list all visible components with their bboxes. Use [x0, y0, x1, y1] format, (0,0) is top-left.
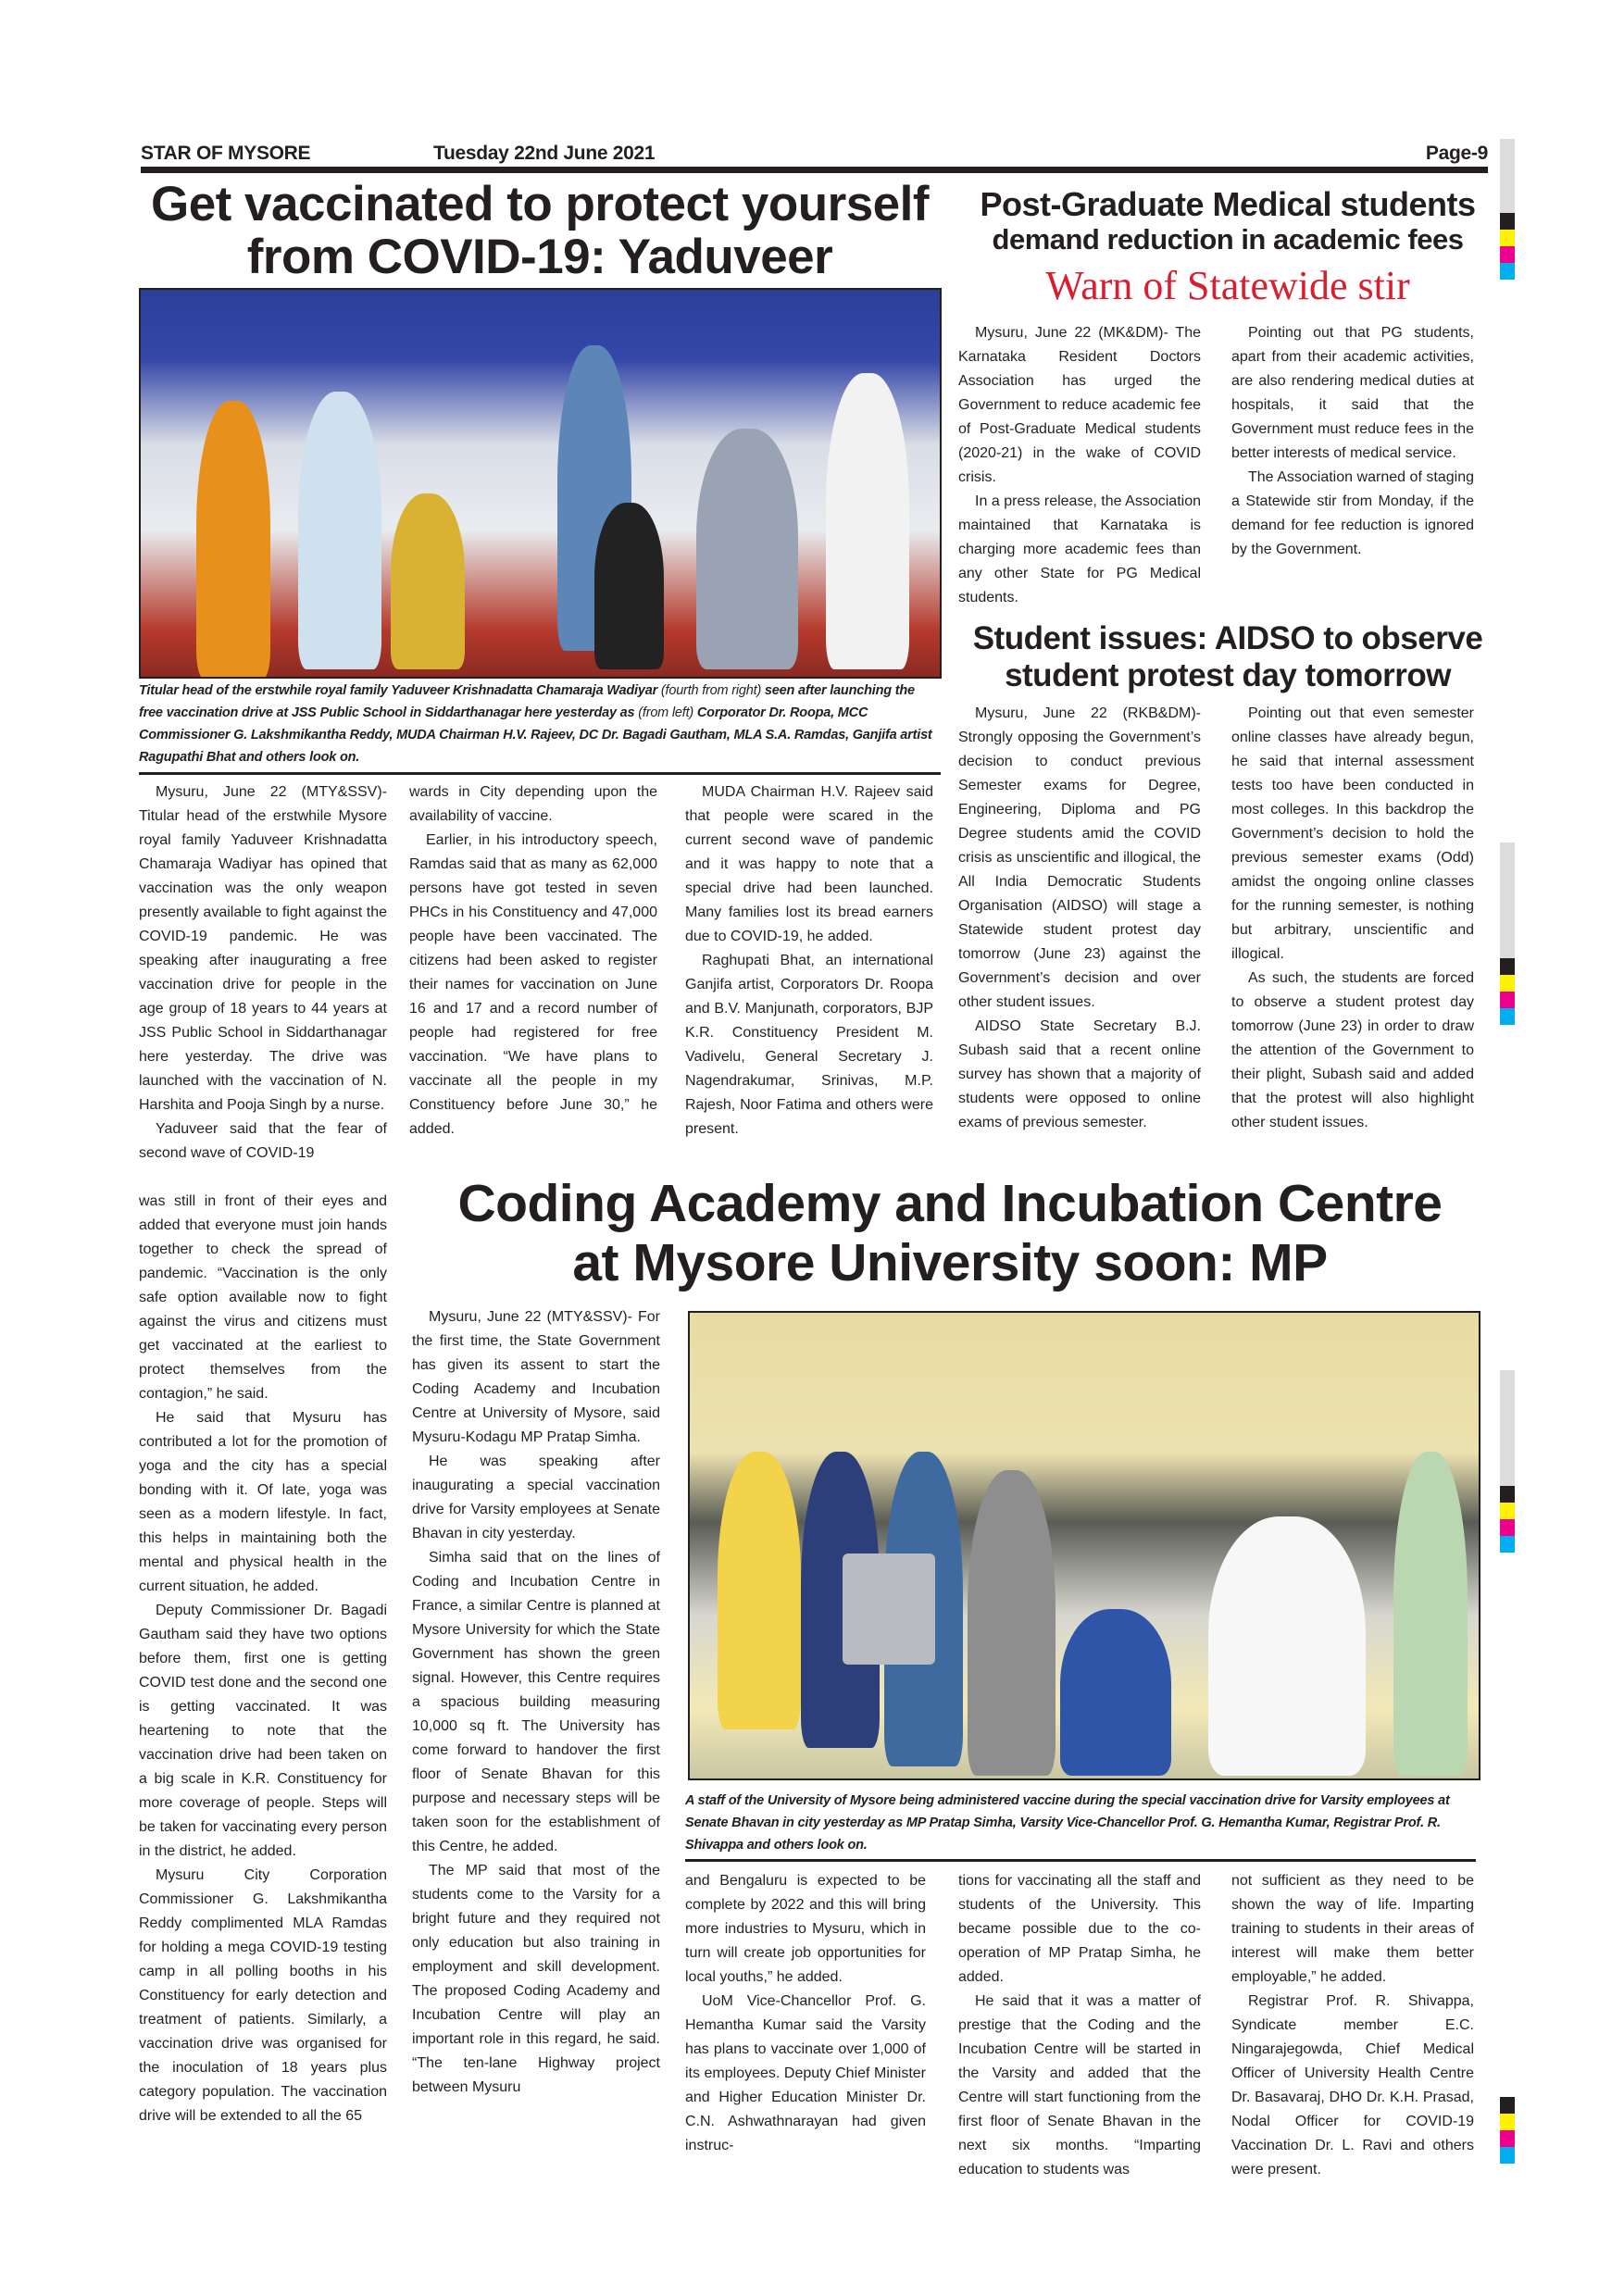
paragraph: He said that Mysuru has contributed a lot for the promotion of yoga and the city has a special bonding with it. Of late, yoga was seen as a modern lifestyle. In fact, this helps in maintaining both the mental and physical health in the current situation, he added.	[139, 1410, 387, 1594]
caption-text: Titular head of the erstwhile royal family Yaduveer Krishnadatta Chamaraja Wadiyar	[139, 683, 658, 698]
article-column	[1231, 702, 1474, 1135]
headline-line: at Mysore University soon: MP	[572, 1233, 1328, 1293]
paragraph: Mysuru, June 22 (MTY&SSV)- Titular head of the erstwhile Mysore royal family Yaduveer Krishnadatta Chamaraja Wadiyar has opined that vaccination was the only weapon presently available to fight against the COVID-19 pandemic. He was speaking after inaugurating a free vaccination drive for people in the age group of 18 years to 44 years at JSS Public School in Siddarthanagar here yesterday. The drive was launched with the vaccination of N. Harshita and Pooja Singh by a nurse.	[139, 784, 387, 1113]
paragraph: The MP said that most of the students come to the Varsity for a bright future and they required not only education but also training in employment and skill development. The proposed Coding Academy and Incubation Centre will play an important role in this regard, he said. “The ten-lane Highway project between Mysuru	[412, 1863, 660, 2095]
photo-caption-coding: A staff of the University of Mysore being administered vaccine during the special vaccination drive for Varsity employees at Senate Bhavan in city yesterday as MP Pratap Simha, Varsity Vice-Chancellor Prof. G. Hemantha Kumar, Registrar Prof. R. Shivappa and others look on.	[685, 1790, 1476, 1862]
article-column	[958, 321, 1201, 610]
article-column	[1231, 321, 1474, 562]
paragraph: In a press release, the Association maintained that Karnataka is charging more academic fees than any other State for PG Medical students.	[958, 493, 1201, 605]
article-column	[685, 1869, 926, 2158]
photo-vaccination-jss-school	[139, 288, 942, 679]
paragraph: Mysuru, June 22 (RKB&DM)- Strongly opposing the Government’s decision to conduct previous Semester exams for Degree, Engineering, Diploma and PG Degree students amid the COVID crisis as unscientific and illogical, the All India Democratic Students Organisation (AIDSO) will stage a Statewide student protest day tomorrow (June 23) against the Government’s decision and over other student issues.	[958, 705, 1201, 1010]
figure-person	[1393, 1452, 1468, 1776]
article-column	[412, 1305, 660, 2100]
paragraph: The Association warned of staging a Statewide stir from Monday, if the demand for fee reduction is ignored by the Government.	[1231, 469, 1474, 557]
figure-person	[826, 373, 909, 669]
photo-vaccination-senate-bhavan	[688, 1311, 1480, 1780]
headline-yaduveer	[137, 178, 943, 283]
article-column	[409, 780, 657, 1142]
figure-person	[1060, 1609, 1171, 1776]
headline-line: Post-Graduate Medical students	[980, 185, 1476, 223]
headline-line: demand reduction in academic fees	[992, 223, 1464, 256]
figure-person	[391, 493, 465, 669]
figure-person	[298, 392, 381, 669]
color-registration-mark	[1500, 2097, 1515, 2164]
vaccine-carrier-box	[843, 1554, 935, 1665]
paragraph: and Bengaluru is expected to be complete by 2022 and this will bring more industries to Mysuru, which in turn will create job opportunities for local youths,” he added.	[685, 1873, 926, 1985]
paragraph: He said that it was a matter of prestige that the Coding and the Incubation Centre will be started in the Varsity and added that the Centre will start functioning from the first floor of Senate Bhavan in the next six months. “Imparting education to students was	[958, 1993, 1201, 2177]
caption-text: seen after launching the free vaccination drive at JSS Public School in Siddarthanagar here yesterday as	[139, 683, 915, 720]
paragraph: Earlier, in his introductory speech, Ramdas said that as many as 62,000 persons have got tested in seven PHCs in his Constituency and 47,000 people have been vaccinated. The citizens had been asked to register their names for vaccination on June 16 and 17 and a record number of people had registered for free vaccination. “We have plans to vaccinate all the people in my Constituency before June 30,” he added.	[409, 832, 657, 1137]
page-number: Page-9	[1425, 143, 1488, 164]
paragraph: Raghupati Bhat, an international Ganjifa artist, Corporators Dr. Roopa and B.V. Manjunath, corporators, BJP K.R. Constituency President M. Vadivelu, General Secretary J. Nagendrakumar, Srinivas, M.P. Rajesh, Noor Fatima and others were present.	[685, 953, 933, 1137]
figure-person	[594, 503, 664, 669]
page-header	[141, 139, 1488, 173]
headline-line: Get vaccinated to protect yourself	[150, 177, 930, 231]
headline-aidso	[957, 620, 1498, 695]
color-registration-mark	[1500, 139, 1515, 280]
paragraph: tions for vaccinating all the staff and students of the University. This became possible due to the co-operation of MP Pratap Simha, he added.	[958, 1873, 1201, 1985]
figure-person	[196, 401, 270, 679]
paragraph: Yaduveer said that the fear of second wave of COVID-19	[139, 1121, 387, 1161]
figure-person	[968, 1470, 1056, 1776]
headline-line: Coding Academy and Incubation Centre	[457, 1174, 1443, 1233]
headline-line: from COVID-19: Yaduveer	[246, 230, 833, 285]
paragraph: wards in City depending upon the availability of vaccine.	[409, 784, 657, 824]
article-column	[685, 780, 933, 1142]
kicker-statewide-stir: Warn of Statewide stir	[1045, 263, 1410, 308]
paragraph: As such, the students are forced to observe a student protest day tomorrow (June 23) in order to draw the attention of the Government to their plight, Subash said and added that the protest will also highlight other student issues.	[1231, 970, 1474, 1130]
figure-person	[1208, 1516, 1366, 1776]
figure-person	[718, 1452, 801, 1729]
color-registration-mark	[1500, 1370, 1515, 1553]
article-column	[958, 702, 1201, 1135]
paragraph: Registrar Prof. R. Shivappa, Syndicate member E.C. Ningarajegowda, Chief Medical Officer of University Health Centre Dr. Basavaraj, DHO Dr. K.H. Prasad, Nodal Officer for COVID-19 Vaccination Dr. L. Ravi and others were present.	[1231, 1993, 1474, 2177]
article-column	[139, 1190, 387, 2128]
article-column	[1231, 1869, 1474, 2182]
headline-line: student protest day tomorrow	[1005, 657, 1451, 694]
paragraph: UoM Vice-Chancellor Prof. G. Hemantha Kumar said the Varsity has plans to vaccinate over 1,000 of its employees. Deputy Chief Minister and Higher Education Minister Dr. C.N. Ashwathnarayan had given instruc-	[685, 1993, 926, 2153]
paragraph: Deputy Commissioner Dr. Bagadi Gautham said they have two options before them, first one is getting COVID test done and the second one is getting vaccinated. It was heartening to note that the vaccination drive had been taken on a big scale in K.R. Constituency for more coverage of people. Steps will be taken for vaccinating every person in the district, he added.	[139, 1603, 387, 1859]
photo-caption-yaduveer	[139, 680, 941, 775]
paragraph: Pointing out that PG students, apart from their academic activities, are also rendering medical duties at hospitals, it said that the Government must reduce fees in the better interests of medical service.	[1231, 325, 1474, 461]
article-column	[958, 1869, 1201, 2182]
paragraph: He was speaking after inaugurating a special vaccination drive for Varsity employees at Senate Bhavan in city yesterday.	[412, 1454, 660, 1541]
color-registration-mark	[1500, 842, 1515, 1025]
paragraph: was still in front of their eyes and added that everyone must join hands together to check the spread of pandemic. “Vaccination is the only safe option available now to fight against the virus and citizens must get vaccinated at the earliest to protect themselves from the contagion,” he said.	[139, 1193, 387, 1402]
paragraph: MUDA Chairman H.V. Rajeev said that people were scared in the current second wave of pandemic and it was happy to note that a special drive had been launched. Many families lost its bread earners due to COVID-19, he added.	[685, 784, 933, 944]
caption-text: (fourth from right)	[657, 683, 765, 698]
headline-pg-medical	[959, 185, 1496, 256]
caption-text: (from left)	[634, 705, 697, 720]
paragraph: Simha said that on the lines of Coding and Incubation Centre in France, a similar Centre is planned at Mysore University for which the State Government has shown the green signal. However, this Centre requires a spacious building measuring 10,000 sq ft. The University has come forward to handover the first floor of Senate Bhavan for this purpose and necessary steps will be taken soon for the establishment of this Centre, he added.	[412, 1550, 660, 1854]
paragraph: AIDSO State Secretary B.J. Subash said that a recent online survey has shown that a majority of students were opposed to online exams of previous semester.	[958, 1018, 1201, 1130]
newspaper-name: STAR OF MYSORE	[141, 143, 311, 164]
paragraph: not sufficient as they need to be shown the way of life. Imparting training to students in their areas of interest will make them better employable,” he added.	[1231, 1873, 1474, 1985]
headline-coding-academy	[404, 1174, 1496, 1293]
paragraph: Mysuru, June 22 (MTY&SSV)- For the first time, the State Government has given its assent to start the Coding Academy and Incubation Centre at University of Mysore, said Mysuru-Kodagu MP Pratap Simha.	[412, 1309, 660, 1445]
paragraph: Mysuru City Corporation Commissioner G. Lakshmikantha Reddy complimented MLA Ramdas for holding a mega COVID-19 testing camp in all polling booths in his Constituency for early detection and treatment of patients. Similarly, a vaccination drive was organised for the inoculation of 18 years plus category population. The vaccination drive will be extended to all the 65	[139, 1867, 387, 2124]
paragraph: Pointing out that even semester online classes have already begun, he said that internal assessment tests too have been conducted in most colleges. In this backdrop the Government’s decision to hold the previous semester exams (Odd) amidst the ongoing online classes for the running semester, is nothing but arbitrary, unscientific and illogical.	[1231, 705, 1474, 962]
caption-text: Corporator Dr. Roopa, MCC Commissioner G. Lakshmikantha Reddy, MUDA Chairman H.V. Rajeev, DC Dr. Bagadi Gautham, MLA S.A. Ramdas, Ganjifa artist Ragupathi Bhat and others look on.	[139, 705, 932, 765]
figure-person	[696, 429, 798, 669]
article-column	[139, 780, 387, 1166]
headline-line: Student issues: AIDSO to observe	[972, 620, 1483, 656]
paragraph: Mysuru, June 22 (MK&DM)- The Karnataka Resident Doctors Association has urged the Government to reduce academic fee of Post-Graduate Medical students (2020-21) in the wake of COVID crisis.	[958, 325, 1201, 485]
issue-date: Tuesday 22nd June 2021	[433, 143, 656, 164]
